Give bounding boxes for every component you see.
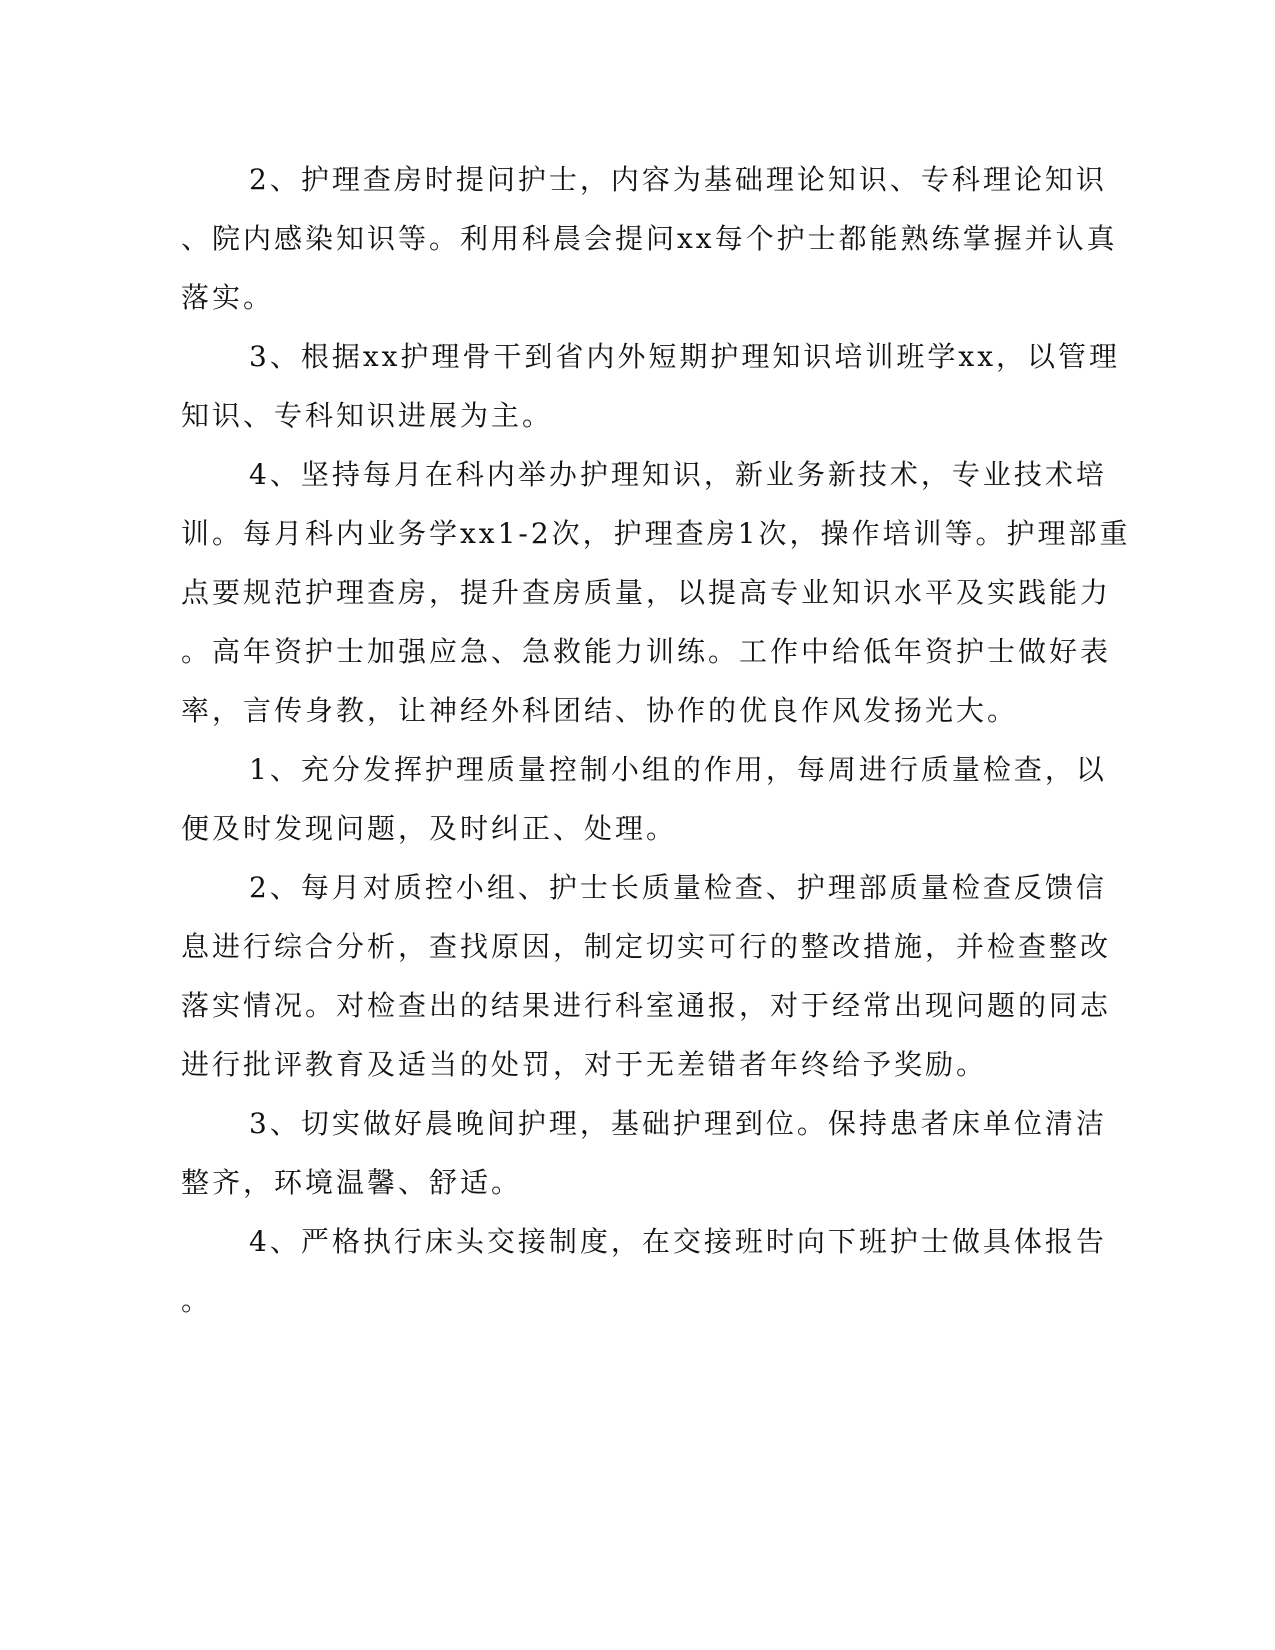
text-line: 进行批评教育及适当的处罚，对于无差错者年终给予奖励。 [181, 1048, 988, 1081]
paragraph-2 [181, 327, 1120, 445]
text-line: 4、严格执行床头交接制度，在交接班时向下班护士做具体报告 [249, 1225, 1107, 1258]
paragraph-7 [181, 1212, 1107, 1330]
text-line: 便及时发现问题，及时纠正、处理。 [181, 812, 678, 845]
text-line: 落实情况。对检查出的结果进行科室通报，对于经常出现问题的同志 [181, 989, 1112, 1022]
text-line: 息进行综合分析，查找原因，制定切实可行的整改措施，并检查整改 [181, 930, 1112, 963]
text-line: 落实。 [181, 281, 275, 314]
text-line: 整齐，环境温馨、舒适。 [181, 1166, 523, 1199]
text-line: 。 [181, 1284, 213, 1317]
paragraph-1 [181, 150, 1118, 327]
paragraph-3 [181, 445, 1131, 740]
text-line: 3、切实做好晨晚间护理，基础护理到位。保持患者床单位清洁 [249, 1107, 1107, 1140]
text-line: 1、充分发挥护理质量控制小组的作用，每周进行质量检查，以 [249, 753, 1107, 786]
text-line: 点要规范护理查房，提升查房质量，以提高专业知识水平及实践能力 [181, 576, 1112, 609]
text-line: 知识、专科知识进展为主。 [181, 399, 554, 432]
text-line: 、院内感染知识等。利用科晨会提问xx每个护士都能熟练掌握并认真 [181, 222, 1118, 255]
document-body [181, 150, 1131, 1330]
paragraph-5 [181, 858, 1112, 1094]
text-line: 4、坚持每月在科内举办护理知识，新业务新技术，专业技术培 [249, 458, 1107, 491]
text-line: 训。每月科内业务学xx1-2次，护理查房1次，操作培训等。护理部重 [181, 517, 1131, 550]
text-line: 率，言传身教，让神经外科团结、协作的优良作风发扬光大。 [181, 694, 1019, 727]
text-line: 3、根据xx护理骨干到省内外短期护理知识培训班学xx，以管理 [249, 340, 1120, 373]
text-line: 2、每月对质控小组、护士长质量检查、护理部质量检查反馈信 [249, 871, 1107, 904]
paragraph-6 [181, 1094, 1107, 1212]
text-line: 。高年资护士加强应急、急救能力训练。工作中给低年资护士做好表 [181, 635, 1112, 668]
text-line: 2、护理查房时提问护士，内容为基础理论知识、专科理论知识 [249, 163, 1107, 196]
paragraph-4 [181, 740, 1107, 858]
